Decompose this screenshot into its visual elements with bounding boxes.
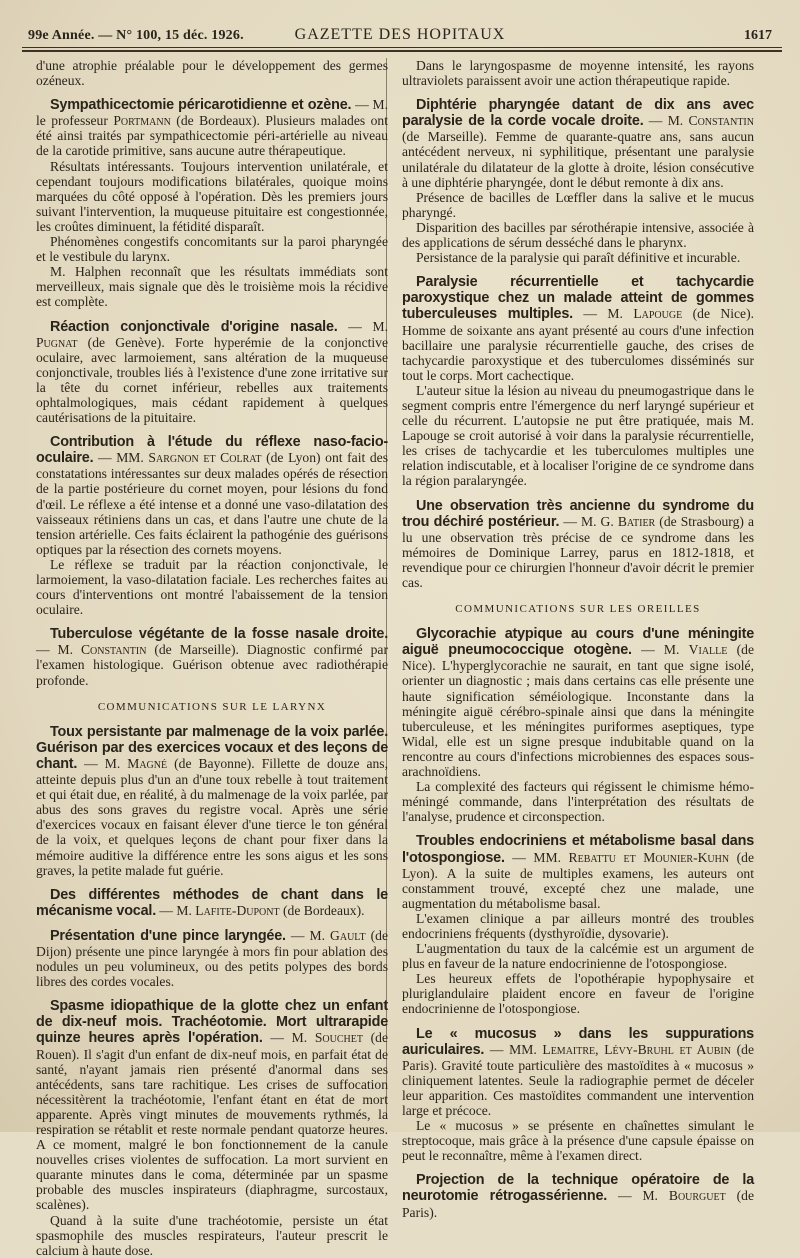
article-author: Lafite-Dupont (195, 902, 280, 918)
article-body: (de Marseille). Femme de quarante-quatre ans, sans aucun antécédent nerveux, ni syphilitique, présentant une paralysie unilatérale du dilatateur de la glotte à droite, lésion consécutive à une diphtérie pharyngée, dont le début remonte à dix ans. (402, 129, 754, 190)
article (36, 626, 388, 687)
article-lead: — M. (572, 306, 634, 322)
article-title: Diphtérie pharyngée datant de dix ans avec paralysie de la corde vocale droite. (402, 97, 754, 130)
article-lead: — M. (77, 755, 128, 771)
section-heading-oreilles: COMMUNICATIONS SUR LES OREILLES (455, 603, 701, 616)
journal-title: GAZETTE DES HOPITAUX (294, 26, 506, 43)
article-lead-paragraph (402, 626, 754, 779)
article-lead-paragraph (36, 97, 388, 158)
article-body: (de Bordeaux). Plusieurs malades ont été ainsi traités par sympathicectomie péri-artérielle au niveau de la carotide primitive, sans aucune autre thérapeutique. (36, 113, 388, 159)
left-intro: d'une atrophie préalable pour le développement des germes ozéneux. (36, 58, 388, 89)
article (402, 626, 754, 824)
right-articles (402, 97, 754, 590)
article-title: Le « mucosus » dans les suppurations auriculaires. (402, 1025, 754, 1058)
left-articles (36, 97, 388, 687)
article-author: Lapouge (633, 306, 683, 322)
article-lead-paragraph (36, 319, 388, 426)
page-header (28, 20, 772, 44)
article-author: Constantin (80, 642, 147, 658)
article (402, 97, 754, 265)
article-author: Portmann (113, 113, 171, 129)
article-title: Projection de la technique opératoire de la neurotomie rétrogassérienne. (402, 1172, 754, 1205)
article-title: Troubles endocriniens et métabolisme basal dans l'otospongiose. (402, 833, 754, 866)
article-title: Toux persistante par malmenage de la voix parlée. Guérison par des exercices vocaux et des leçons de chant. (36, 723, 388, 772)
article-author: Gault (330, 927, 366, 943)
article-lead: — M. (607, 1188, 669, 1204)
article-author: Batier (617, 513, 656, 529)
article (402, 1026, 754, 1164)
article-lead: — MM. (504, 849, 569, 865)
article-title: Des différentes méthodes de chant dans le mécanisme vocal. (36, 886, 388, 919)
article-body: (de Paris). (402, 1188, 754, 1220)
article-lead: — M. le professeur (36, 97, 388, 129)
issue-line: 99e Année. — N° 100, 15 déc. 1926. (28, 28, 244, 43)
article-body: (de Nice). L'hyperglycorachie ne saurait, en tant que signe isolé, orienter un diagnostic ; mais dans certains cas elle présente une haute signification séméiologique. Inconstante dans la méningite aiguë cérébro-spinale ainsi que dans la méningite tuberculeuse, et les méningites puriformes aseptiques, type Widal, elle est un signe presque indubitable quand on la rencontre au cours d'infections microbiennes des espaces sous-arachnoïdiens. (402, 642, 754, 780)
article-author: Lemaitre, Lévy-Bruhl et Aubin (542, 1041, 731, 1057)
article-title: Glycorachie atypique au cours d'une méningite aiguë pneumococcique otogène. (402, 626, 754, 659)
header-rule-top (22, 47, 782, 48)
article-body: (de Marseille). Diagnostic confirmé par l'examen histologique. Guérison obtenue avec radiothérapie profonde. (36, 642, 388, 688)
page-number: 1617 (744, 28, 772, 43)
article-body: (de Lyon) ont fait des constatations intéressantes sur deux malades opérés de résection de la partie postérieure du cornet moyen, pour lésions du fond d'œil. Le réflexe a été intense et a donné une vaso-dilatation des vaisseaux rétiniens dans un cas, et dans l'autre une chute de la tension artérielle. Ces faits éclairent la pathogénie des guérisons optiques par la résection des cornets moyens. (36, 450, 388, 557)
article-paragraph: Phénomènes congestifs concomitants sur la paroi pharyngée et le vestibule du larynx. (36, 234, 388, 265)
article-lead: — MM. (484, 1041, 543, 1057)
article (402, 274, 754, 488)
article-author: Pugnat (36, 334, 78, 350)
article-lead-paragraph (402, 833, 754, 910)
article-title: Sympathicectomie péricarotidienne et ozène. (50, 97, 352, 114)
article-author: Rebattu et Mounier-Kuhn (568, 849, 730, 865)
article (36, 319, 388, 426)
article (36, 724, 388, 878)
article-author: Magné (127, 755, 168, 771)
article-lead: — M. (337, 318, 388, 334)
article (36, 434, 388, 617)
article-lead: — M. G. (559, 513, 618, 529)
article-lead-paragraph (402, 274, 754, 383)
article-lead: — MM. (93, 450, 149, 466)
article-body: (de Nice). Homme de soixante ans ayant présenté au cours d'une infection bacillaire une paralysie récurrentielle gauche, des crises de tachycardie paroxystique et des tuberculomes disséminés sur tout le corps. Mort cachectique. (402, 306, 754, 383)
article-lead: — M. (262, 1030, 315, 1046)
article-paragraph: Les heureux effets de l'opothérapie hypophysaire et pluriglandulaire plaident encore en faveur de l'origine endocrinienne de l'otospongiose. (402, 971, 754, 1017)
article-title: Une observation très ancienne du syndrome du trou déchiré postérieur. (402, 497, 754, 530)
article (402, 498, 754, 591)
article-body: (de Bayonne). Fillette de douze ans, atteinte depuis plus d'un an d'une toux rebelle à tout traitement et qui était due, en réalité, à du malmenage de la voix parlée, par abus des sons graves du registre vocal. Après une série d'exercices vocaux en faisant élever d'une tierce le ton général de la voix, et quelques leçons de chant pour fixer dans la mémoire auditive la différence entre les sons aigus et les sons graves, la petite malade fut guérie. (36, 755, 388, 878)
article-author: Bourguet (668, 1188, 726, 1204)
article-lead-paragraph (36, 887, 388, 919)
article (36, 887, 388, 919)
article-lead-paragraph (402, 1026, 754, 1119)
article-body: (de Genève). Forte hyperémie de la conjonctive oculaire, avec larmoiement, sans altération de la muqueuse conjonctivale, troubles liés à l'existence d'une zone irritative sur la tête du cornet inférieur, rebelles aux traitements ophtalmologiques, mais cédant rapidement à quelques cautérisations de la pituitaire. (36, 334, 388, 426)
article-lead-paragraph (36, 724, 388, 878)
article-author: Constantin (688, 113, 754, 129)
article-body: (de Lyon). A la suite de multiples examens, les auteurs ont constamment trouvé, excepté chez une malade, une augmentation du métabolisme basal. (402, 849, 755, 911)
article-lead: — M. (36, 642, 81, 658)
article-paragraph: Présence de bacilles de Lœffler dans la salive et le mucus pharyngé. (402, 189, 754, 220)
article-paragraph: Disparition des bacilles par sérothérapie intensive, associée à des applications de sérum desséché dans le pharynx. (402, 219, 754, 251)
article-paragraph: Le réflexe se traduit par la réaction conjonctivale, le larmoiement, la vaso-dilatation faciale. Les recherches faites au cours d'interventions ont montré l'abaissement de la tension oculaire. (36, 556, 388, 618)
article-title: Tuberculose végétante de la fosse nasale droite. (50, 626, 388, 643)
article-body: (de Rouen). Il s'agit d'un enfant de dix-neuf mois, en parfait état de santé, n'ayant jamais rien présenté d'anormal dans ses antécédents, sans tare rachitique. Les crises de suffocation nécessitèrent la trachéotomie, l'enfant étant en état de mort apparente. Après vingt minutes de mouvements rythmés, la respiration se rétablit et reste normale pendant quatorze heures. A ce moment, malgré le bon fonctionnement de la canule nouvelles crises violentes de suffocation. La mort survient en quarante minutes dans le coma, déterminée par un spasme probable des muscles inspirateurs (diaphragme, surcostaux, scalènes). (36, 1030, 388, 1213)
article-paragraph: Persistance de la paralysie qui paraît définitive et incurable. (416, 250, 741, 266)
right-column (402, 58, 754, 1220)
article-author: Vialle (688, 642, 728, 658)
article-paragraph: La complexité des facteurs qui régissent le chimisme hémo-méningé commande, dans l'interprétation des résultats de l'analyse, prudence et circonspection. (402, 779, 754, 825)
left-column (36, 58, 388, 1258)
article-body: (de Paris). Gravité toute particulière des mastoïdites à « mucosus » cliniquement latentes. Seule la radiographie permet de déceler leur apparition. Ces mastoïdites commandent une intervention large et précoce. (402, 1041, 754, 1118)
article-title: Spasme idiopathique de la glotte chez un enfant de dix-neuf mois. Trachéotomie. Mort ultrarapide quinze heures après l'opération. (36, 998, 388, 1047)
header-rule-bottom (22, 50, 782, 52)
article-title: Contribution à l'étude du réflexe naso-facio-oculaire. (36, 434, 388, 467)
article-lead: — M. (643, 113, 689, 129)
article (402, 833, 754, 1016)
article-paragraph: L'augmentation du taux de la calcémie est un argument de plus en faveur de la nature endocrinienne de l'otospongiose. (402, 941, 754, 972)
article-title: Paralysie récurrentielle et tachycardie paroxystique chez un malade atteint de gommes tuberculeuses multiples. (402, 274, 754, 323)
article-lead-paragraph (36, 998, 388, 1212)
article-lead-paragraph (36, 434, 388, 557)
section-heading-larynx: COMMUNICATIONS SUR LE LARYNX (97, 700, 327, 713)
article-body: (de Strasbourg) a lu une observation très précise de ce syndrome dans les mémoires de Dominique Larrey, parus en 1812-1818, et revendique pour ce chirurgien l'honneur d'avoir décrit le premier cas. (402, 513, 754, 590)
article-paragraph: Le « mucosus » se présente en chaînettes simulant le streptocoque, mais grâce à la présence d'une capsule épaisse on peut le reconnaître, même à l'examen direct. (402, 1118, 754, 1164)
article-lead: — M. (631, 642, 689, 658)
article (36, 97, 388, 309)
left-articles-larynx (36, 724, 388, 1258)
article-paragraph: M. Halphen reconnaît que les résultats immédiats sont merveilleux, mais signale que dès le troisième mois la récidive est complète. (36, 264, 388, 310)
article-paragraph: L'auteur situe la lésion au niveau du pneumogastrique dans le segment compris entre l'émergence du nerf laryngé supérieur et celle du récurrent. L'autopsie ne put être pratiquée, mais M. Lapouge se croit autorisé à voir dans la paralysie récurrentielle, les crises de tachycardie et les tuberculomes multiples une relation indiscutable, et à localiser l'origine de ce syndrome dans la région paralaryngée. (402, 382, 754, 489)
article-paragraph: Quand à la suite d'une trachéotomie, persiste un état spasmophile des muscles respirateurs, l'auteur prescrit le calcium à haute dose. (36, 1212, 388, 1258)
article-lead: — M. (156, 902, 196, 918)
article-lead-paragraph (36, 626, 388, 687)
article-body: (de Dijon) présente une pince laryngée à mors fin pour ablation des nodules un peu volumineux, ou des petits polypes des bords libres des cordes vocales. (36, 927, 388, 990)
article (36, 928, 388, 989)
article-title: Présentation d'une pince laryngée. (50, 927, 286, 944)
article-lead-paragraph (402, 1172, 754, 1219)
article-paragraph: Résultats intéressants. Toujours intervention unilatérale, et cependant toujours modifications bilatérales, quoique moins marquées du côté opposé à l'opération. Dès les premiers jours suivant l'intervention, la muqueuse pituitaire est congestionnée, les croûtes diminuent, la fétidité disparaît. (36, 158, 388, 234)
article-body: (de Bordeaux). (279, 902, 365, 918)
article-title: Réaction conjonctivale d'origine nasale. (50, 318, 338, 335)
right-articles-oreilles (402, 626, 754, 1219)
article (402, 1172, 754, 1219)
right-intro: Dans le laryngospasme de moyenne intensité, les rayons ultraviolets paraissent avoir une action thérapeutique rapide. (402, 58, 754, 89)
article-lead-paragraph (402, 498, 754, 591)
article-lead-paragraph (402, 97, 754, 190)
article-author: Souchet (314, 1030, 363, 1046)
article-lead-paragraph (36, 928, 388, 989)
article-author: Sargnon et Colrat (148, 450, 262, 466)
article (36, 998, 388, 1258)
article-paragraph: L'examen clinique a par ailleurs montré des troubles endocriniens fréquents (dysthyroïdie, dysovarie). (402, 910, 754, 941)
article-lead: — M. (285, 927, 331, 943)
